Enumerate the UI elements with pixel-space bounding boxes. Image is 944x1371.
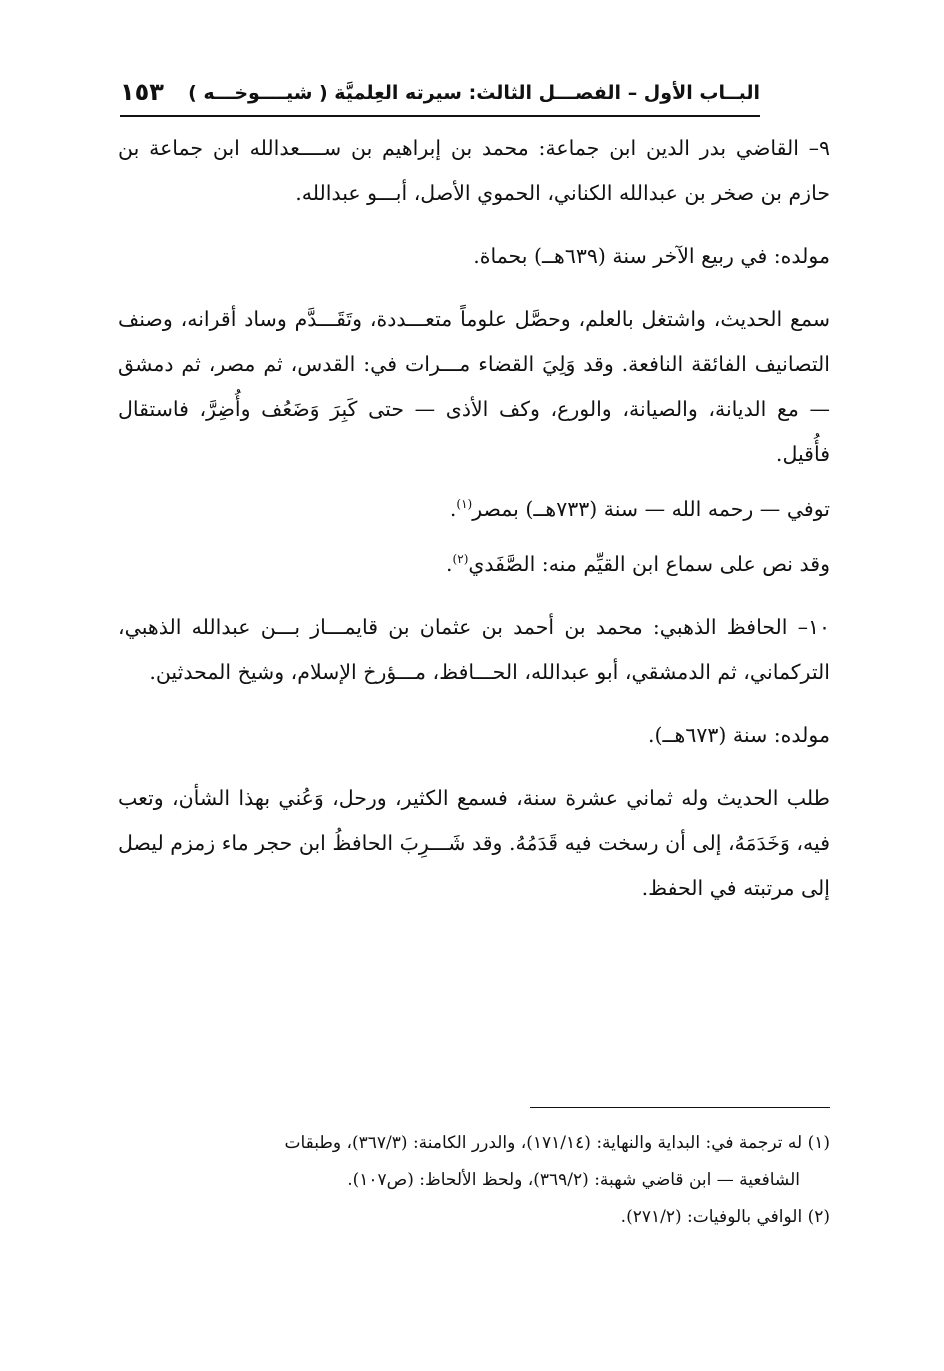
footnote-2: (٢) الوافي بالوفيات: (٢٧١/٢). bbox=[620, 1207, 830, 1227]
header-rule bbox=[120, 115, 760, 117]
footnote-1-line-1: (١) له ترجمة في: البداية والنهاية: (١٧١/١٤)، والدرر الكامنة: (٣٦٧/٣)، وطبقات bbox=[284, 1133, 830, 1153]
entry-9-birth: مولده: في ربيع الآخر سنة (٦٣٩هــ) بحماة. bbox=[473, 244, 830, 268]
entry-9-death bbox=[118, 487, 830, 532]
entry-9-sama-end: . bbox=[446, 552, 453, 576]
footnote-ref-2: (٢) bbox=[452, 552, 469, 567]
footnote-rule bbox=[530, 1107, 830, 1108]
page-number: ١٥٣ bbox=[120, 78, 164, 106]
entry-10-birth: مولده: سنة (٦٧٣هــ). bbox=[648, 723, 830, 747]
entry-9-sama-text: وقد نص على سماع ابن القيِّم منه: الصَّفَدي bbox=[468, 552, 830, 576]
running-title: البــاب الأول – الفصـــل الثالث: سيرته العِلميَّة ( شيــــوخـــه ) bbox=[188, 82, 760, 104]
entry-9-death-end: . bbox=[449, 497, 457, 521]
entry-9-sama bbox=[118, 542, 830, 587]
footnote-1-line-2: الشافعية — ابن قاضي شهبة: (٣٦٩/٢)، ولحظ الألحاظ: (ص١٠٧). bbox=[347, 1170, 800, 1190]
entry-10-intro: ١٠– الحافظ الذهبي: محمد بن أحمد بن عثمان بن قايمـــاز بـــن عبدالله الذهبي، التركماني، ثم الدمشقي، أبو عبدالله، الحـــافظ، مـــؤرخ الإسلام، وشيخ المحدثين. bbox=[118, 615, 830, 684]
entry-9-biography: سمع الحديث، واشتغل بالعلم، وحصَّل علوماً متعـــددة، وتَقَـــدَّم وساد أقرانه، وصنف التصانيف الفائقة النافعة. وقد وَلِيَ القضاء مـــرات في: القدس، ثم مصر، ثم دمشق — مع الديانة، والصيانة، والورع، وكف الأذى — حتى كَبِرَ وَضَعُف وأُضِرَّ، فاستقال فأُقيل. bbox=[118, 307, 830, 466]
footnotes bbox=[118, 1125, 830, 1236]
entry-9-intro: ٩– القاضي بدر الدين ابن جماعة: محمد بن إبراهيم بن ســــعدالله ابن جماعة بن حازم بن صخر بن عبدالله الكناني، الحموي الأصل، أبـــو عبدالله. bbox=[118, 136, 830, 205]
entry-9-death-text: توفي — رحمه الله — سنة (٧٣٣هــ) بمصر bbox=[472, 497, 830, 521]
page-header bbox=[120, 78, 760, 112]
footnote-ref-1: (١) bbox=[456, 497, 473, 512]
entry-10-biography: طلب الحديث وله ثماني عشرة سنة، فسمع الكثير، ورحل، وَعُني بهذا الشأن، وتعب فيه، وَخَدَمَهُ، إلى أن رسخت فيه قَدَمُهُ. وقد شَـــرِبَ الحافظُ ابن حجر ماء زمزم ليصل إلى مرتبته في الحفظ. bbox=[118, 786, 830, 900]
main-text bbox=[118, 126, 830, 911]
